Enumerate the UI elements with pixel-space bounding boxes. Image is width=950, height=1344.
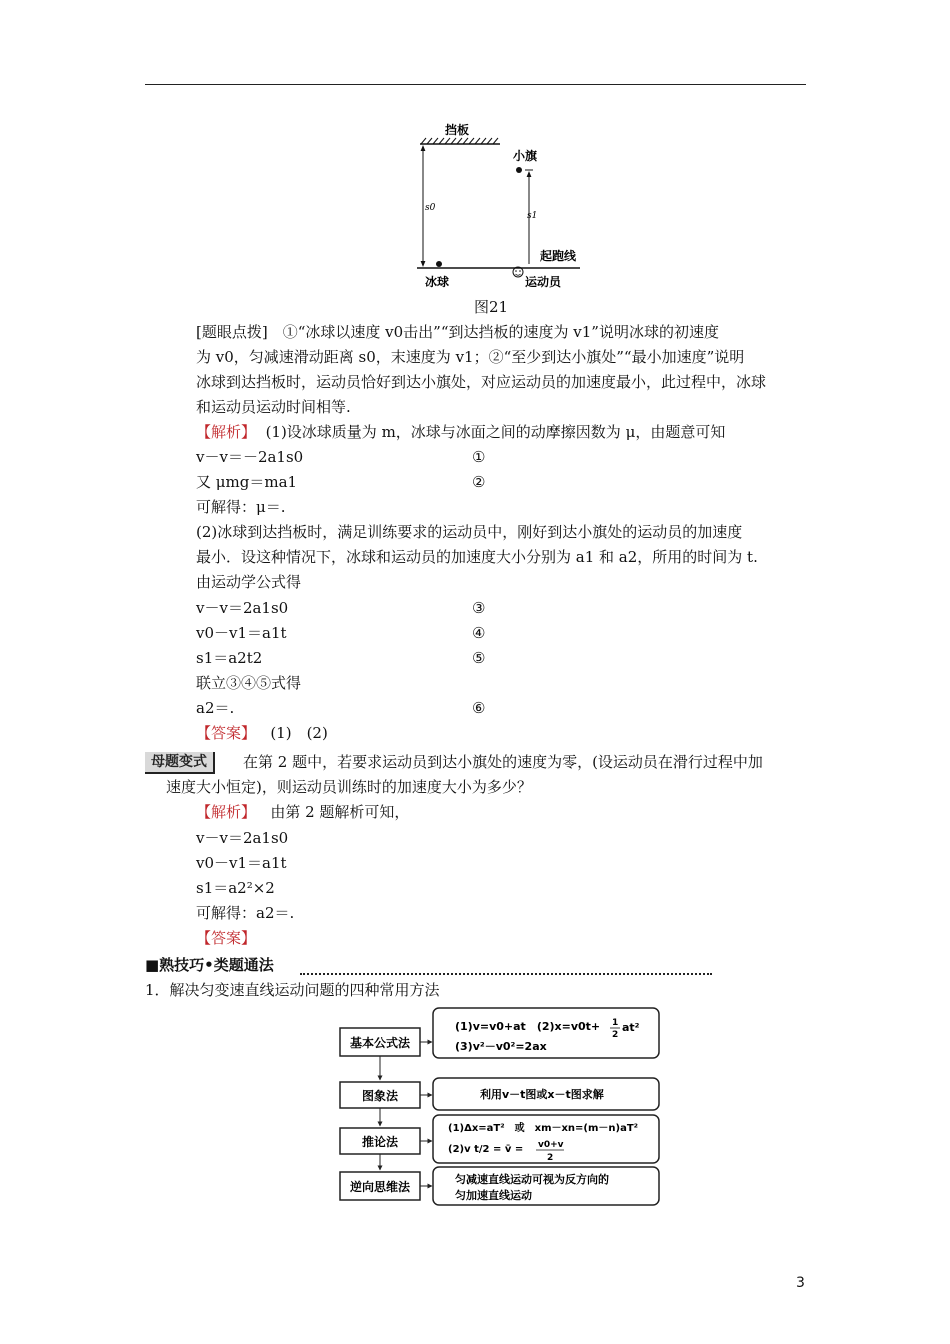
puck-dot bbox=[436, 261, 442, 267]
s0-label: s0 bbox=[425, 203, 436, 213]
part2-line-3: 由运动学公式得 bbox=[196, 573, 302, 591]
tips-line-3: 冰球到达挡板时，运动员恰好到达小旗处，对应运动员的加速度最小，此过程中，冰球 bbox=[196, 373, 767, 391]
detail-1-frac-bottom: 2 bbox=[612, 1030, 619, 1040]
s1-label: s1 bbox=[527, 211, 538, 221]
start-line-label: 起跑线 bbox=[540, 249, 577, 263]
equation-1-number: ① bbox=[472, 448, 486, 466]
section-dotted-leader bbox=[300, 955, 712, 975]
equation-5-number: ⑤ bbox=[472, 649, 486, 667]
method-1-label: 基本公式法 bbox=[349, 1036, 411, 1050]
skills-item-1: 1．解决匀变速直线运动问题的四种常用方法 bbox=[145, 981, 440, 999]
section-title: ■熟技巧•类题通法 bbox=[145, 956, 274, 974]
analysis-1-first-line bbox=[196, 422, 725, 442]
equation-2-number: ② bbox=[472, 473, 486, 491]
figure-21-diagram bbox=[405, 118, 605, 298]
equation-6: a2＝. bbox=[196, 699, 235, 717]
method-2-label: 图象法 bbox=[361, 1089, 399, 1103]
variant-analysis-line bbox=[196, 802, 409, 822]
equation-1: v－v＝－2a1s0 bbox=[196, 448, 304, 466]
variant-analysis-text: 由第 2 题解析可知， bbox=[270, 803, 410, 821]
variant-badge: 母题变式 bbox=[145, 752, 215, 774]
detail-1-frac-top: 1 bbox=[612, 1018, 619, 1028]
variant-solve: 可解得：a2＝. bbox=[196, 904, 295, 922]
detail-4-line-1: 匀减速直线运动可视为反方向的 bbox=[455, 1173, 609, 1186]
tips-line-2: 为 v0，匀减速滑动距离 s0，末速度为 v1；②“至少到达小旗处”“最小加速度”说明 bbox=[196, 348, 745, 366]
flag-dot bbox=[516, 167, 522, 173]
variant-line-2: 速度大小恒定)，则运动员训练时的加速度大小为多少？ bbox=[166, 778, 532, 796]
answer-1-text: (1) (2) bbox=[270, 724, 328, 742]
analysis-tag: 【解析】 bbox=[196, 423, 257, 441]
tips-line-1: [题眼点拨] ①“冰球以速度 v0击出”“到达挡板的速度为 v1”说明冰球的初速度 bbox=[196, 323, 719, 341]
variant-analysis-tag: 【解析】 bbox=[196, 803, 257, 821]
page-number: 3 bbox=[796, 1275, 805, 1291]
equation-2: 又 μmg＝ma1 bbox=[196, 473, 298, 491]
detail-3-line-2: (2)v t/2 = v̄ = bbox=[448, 1144, 524, 1155]
detail-1-tail: at² bbox=[622, 1021, 640, 1034]
detail-2-text: 利用v－t图或x－t图求解 bbox=[480, 1088, 604, 1101]
figure-caption: 图21 bbox=[474, 298, 509, 316]
solve-1: 可解得：μ＝. bbox=[196, 498, 286, 516]
variant-line-1: 在第 2 题中，若要求运动员到达小旗处的速度为零，(设运动员在滑行过程中加 bbox=[243, 753, 763, 771]
tips-line-4: 和运动员运动时间相等. bbox=[196, 398, 351, 416]
detail-1-line-2: (3)v²－v0²=2ax bbox=[455, 1040, 547, 1053]
detail-3-line-1: (1)Δx=aT² 或 xm－xn=(m－n)aT² bbox=[448, 1123, 639, 1134]
methods-flowchart bbox=[330, 1004, 670, 1214]
detail-4-line-2: 匀加速直线运动 bbox=[455, 1189, 532, 1202]
equation-6-number: ⑥ bbox=[472, 699, 486, 717]
equation-5: s1＝a2t2 bbox=[196, 649, 263, 667]
part2-line-1: (2)冰球到达挡板时，满足训练要求的运动员中，刚好到达小旗处的运动员的加速度 bbox=[196, 523, 743, 541]
detail-3-frac-bottom: 2 bbox=[547, 1153, 554, 1163]
combine-line: 联立③④⑤式得 bbox=[196, 674, 302, 692]
detail-1-line-1: (1)v=v0+at (2)x=v0t+ bbox=[455, 1020, 601, 1033]
equation-4: v0－v1＝a1t bbox=[196, 624, 287, 642]
equation-3: v－v＝2a1s0 bbox=[196, 599, 289, 617]
variant-answer-tag: 【答案】 bbox=[196, 929, 257, 947]
analysis-1-text: (1)设冰球质量为 m，冰球与冰面之间的动摩擦因数为 μ，由题意可知 bbox=[265, 423, 726, 441]
part2-line-2: 最小．设这种情况下，冰球和运动员的加速度大小分别为 a1 和 a2，所用的时间为 t. bbox=[196, 548, 758, 566]
variant-equation-2: v0－v1＝a1t bbox=[196, 854, 287, 872]
method-4-label: 逆向思维法 bbox=[349, 1180, 411, 1194]
detail-3-frac-top: v0+v bbox=[538, 1140, 564, 1150]
variant-equation-3: s1＝a2²×2 bbox=[196, 879, 275, 897]
baffle-label: 挡板 bbox=[445, 123, 470, 137]
variant-equation-1: v－v＝2a1s0 bbox=[196, 829, 289, 847]
flag-label: 小旗 bbox=[513, 149, 538, 163]
equation-3-number: ③ bbox=[472, 599, 486, 617]
athlete-label: 运动员 bbox=[525, 275, 562, 289]
puck-label: 冰球 bbox=[425, 275, 450, 289]
answer-1-line bbox=[196, 723, 328, 743]
header-rule bbox=[145, 84, 806, 85]
equation-4-number: ④ bbox=[472, 624, 486, 642]
method-3-label: 推论法 bbox=[361, 1135, 399, 1149]
answer-tag: 【答案】 bbox=[196, 724, 257, 742]
